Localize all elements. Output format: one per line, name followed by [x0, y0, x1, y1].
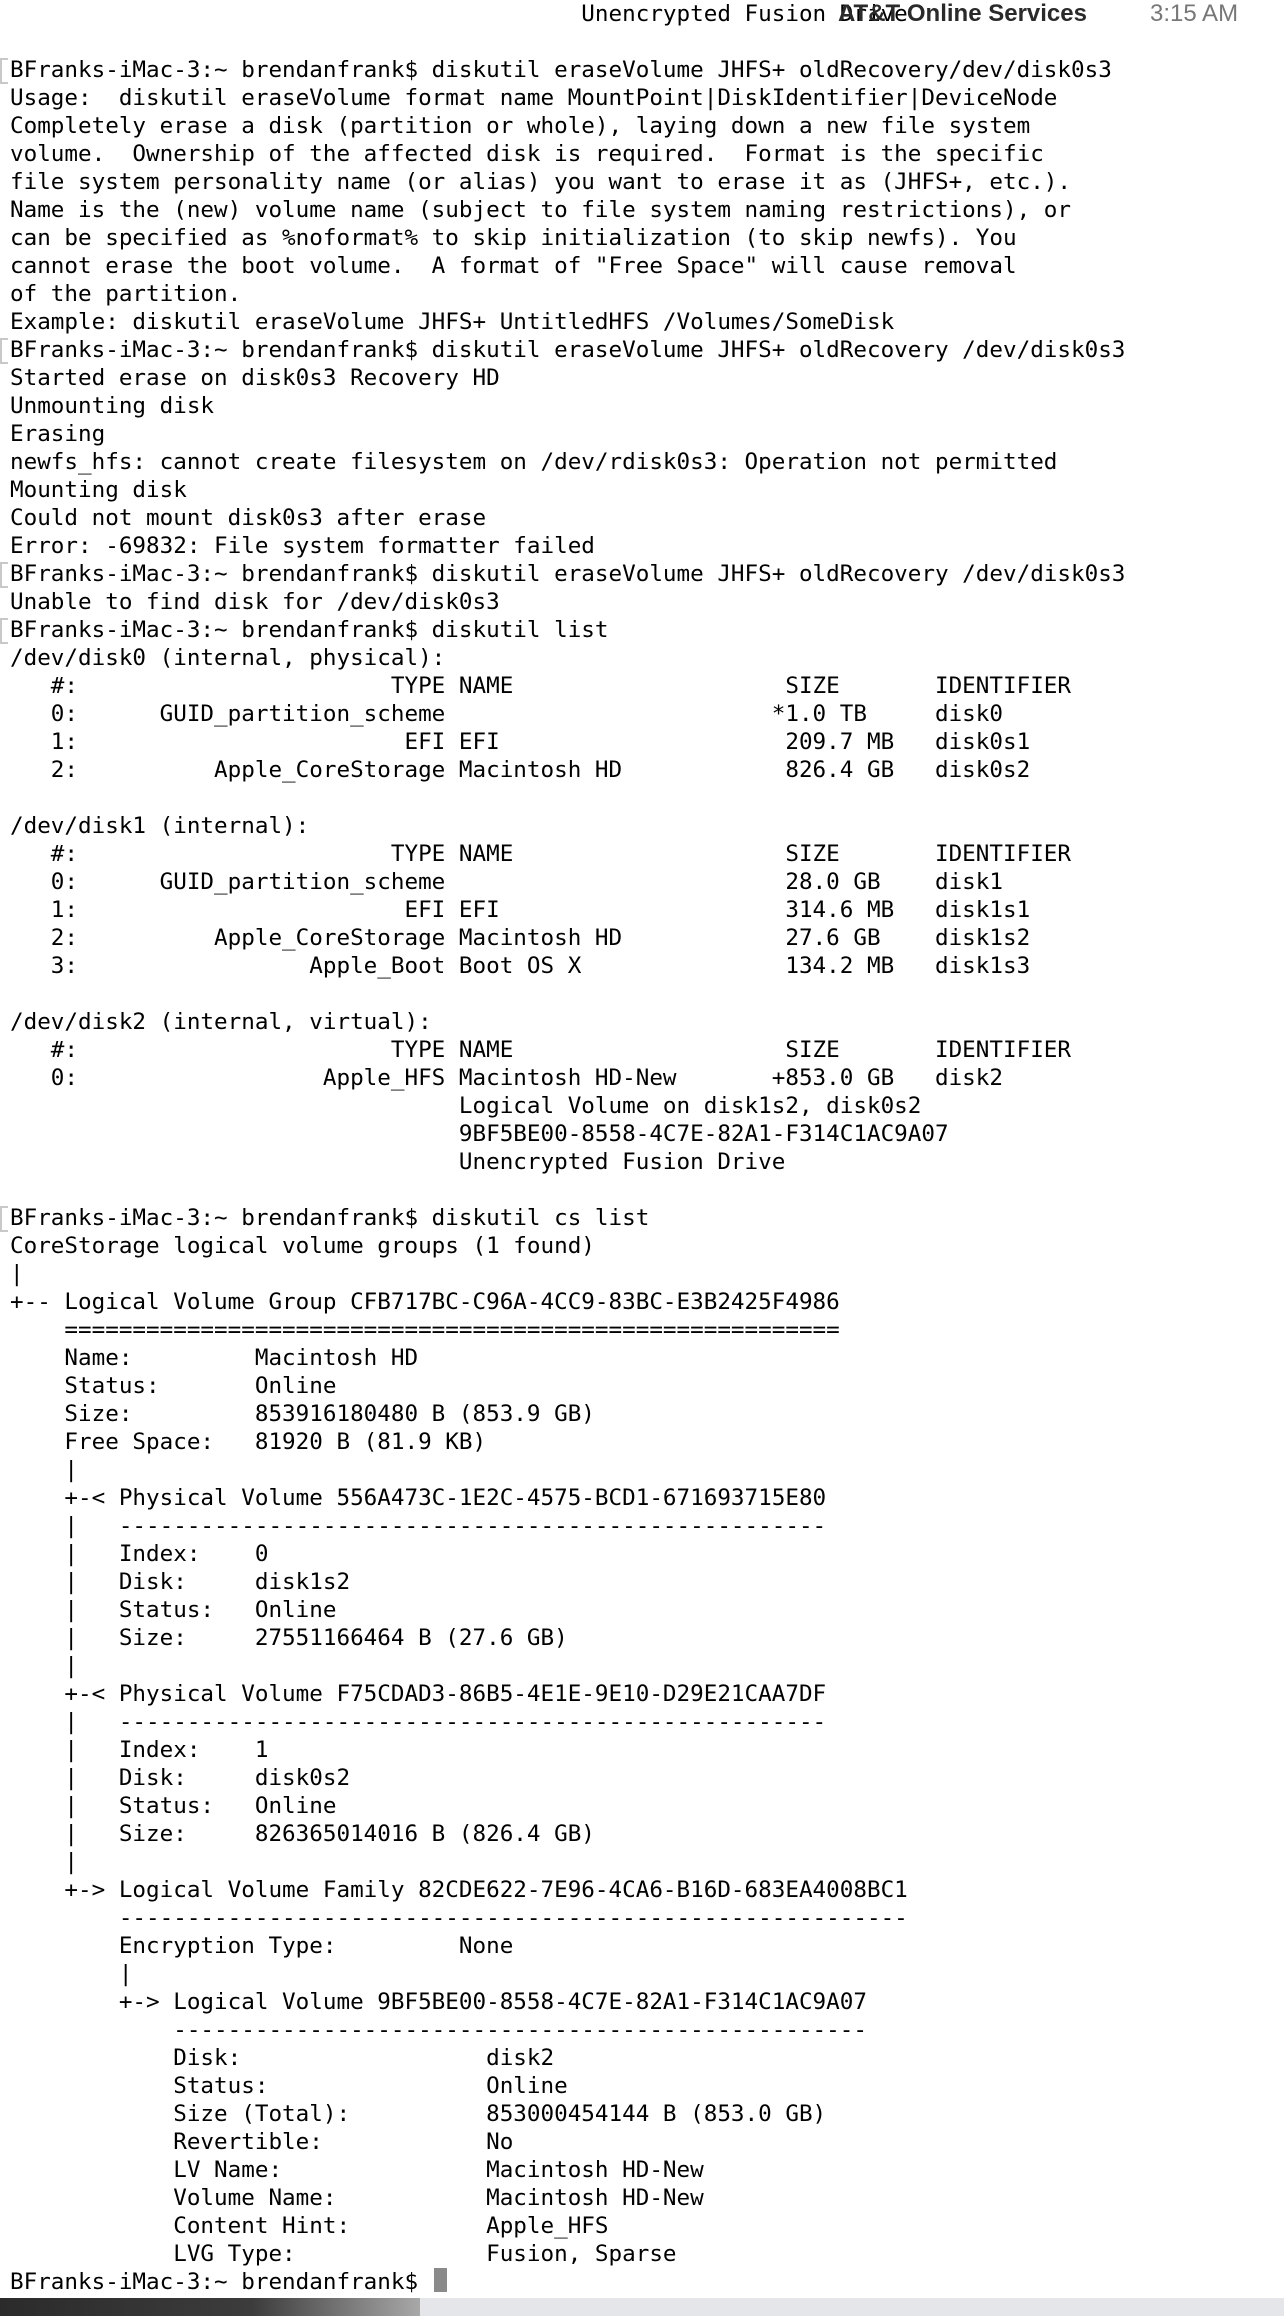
terminal-line: | Index: 0: [10, 1541, 269, 1567]
text-cursor: [434, 2268, 447, 2292]
terminal-line: Unencrypted Fusion Drive: [10, 1, 908, 27]
terminal-line: [10, 784, 1284, 812]
terminal-line: | Size: 27551166464 B (27.6 GB): [10, 1625, 568, 1651]
terminal-line: cannot erase the boot volume. A format of "Free Space" will cause removal: [10, 253, 1017, 279]
terminal-line: Name is the (new) volume name (subject to file system naming restrictions), or: [10, 197, 1072, 223]
terminal-line: +-> Logical Volume 9BF5BE00-8558-4C7E-82A1-F314C1AC9A07: [10, 1989, 867, 2015]
terminal-line: Free Space: 81920 B (81.9 KB): [10, 1429, 487, 1455]
terminal-line: 1: EFI EFI 314.6 MB disk1s1: [10, 897, 1031, 923]
terminal-line: |: [10, 1261, 24, 1287]
selection-marker: [0, 1206, 8, 1232]
terminal-line: | ----------------------------------------------------: [10, 1709, 827, 1735]
terminal-line: BFranks-iMac-3:~ brendanfrank$ diskutil eraseVolume JHFS+ oldRecovery /dev/disk0s3: [10, 561, 1126, 587]
terminal-line: |: [10, 1849, 79, 1875]
selection-marker: [0, 618, 8, 644]
terminal-line: | Size: 826365014016 B (826.4 GB): [10, 1821, 595, 1847]
terminal-line: #: TYPE NAME SIZE IDENTIFIER: [10, 841, 1072, 867]
terminal-line: | ----------------------------------------------------: [10, 1513, 827, 1539]
terminal-line: 9BF5BE00-8558-4C7E-82A1-F314C1AC9A07: [10, 1121, 949, 1147]
terminal-line: BFranks-iMac-3:~ brendanfrank$ diskutil eraseVolume JHFS+ oldRecovery /dev/disk0s3: [10, 337, 1126, 363]
terminal-line: Usage: diskutil eraseVolume format name MountPoint|DiskIdentifier|DeviceNode: [10, 85, 1058, 111]
terminal-line: 1: EFI EFI 209.7 MB disk0s1: [10, 729, 1031, 755]
terminal-line: /dev/disk2 (internal, virtual):: [10, 1009, 432, 1035]
terminal-line: 2: Apple_CoreStorage Macintosh HD 826.4 GB disk0s2: [10, 757, 1031, 783]
terminal-line: file system personality name (or alias) you want to erase it as (JHFS+, etc.).: [10, 169, 1072, 195]
terminal-line: 0: Apple_HFS Macintosh HD-New +853.0 GB disk2: [10, 1065, 1003, 1091]
terminal-line: | Status: Online: [10, 1793, 337, 1819]
dock-edge: [0, 2298, 420, 2316]
terminal-line: BFranks-iMac-3:~ brendanfrank$ diskutil eraseVolume JHFS+ oldRecovery/dev/disk0s3: [10, 57, 1112, 83]
terminal-line: [10, 980, 1284, 1008]
terminal-line: 0: GUID_partition_scheme *1.0 TB disk0: [10, 701, 1003, 727]
terminal-line: Name: Macintosh HD: [10, 1345, 419, 1371]
terminal-line: Example: diskutil eraseVolume JHFS+ UntitledHFS /Volumes/SomeDisk: [10, 309, 895, 335]
terminal-line: Revertible: No: [10, 2129, 514, 2155]
background-window-title: AT&T Online Services: [838, 0, 1087, 27]
terminal-line: |: [10, 1961, 133, 1987]
terminal-line: newfs_hfs: cannot create filesystem on /dev/rdisk0s3: Operation not permitted: [10, 449, 1058, 475]
terminal-line: Unable to find disk for /dev/disk0s3: [10, 589, 500, 615]
terminal-line: Size: 853916180480 B (853.9 GB): [10, 1401, 595, 1427]
terminal-line: Error: -69832: File system formatter failed: [10, 533, 595, 559]
terminal-line: Completely erase a disk (partition or whole), laying down a new file system: [10, 113, 1031, 139]
clock: 3:15 AM: [1150, 0, 1239, 27]
terminal-line: can be specified as %noformat% to skip initialization (to skip newfs). You: [10, 225, 1017, 251]
terminal-line: LVG Type: Fusion, Sparse: [10, 2241, 677, 2267]
terminal-line: | Disk: disk1s2: [10, 1569, 351, 1595]
terminal-line: Volume Name: Macintosh HD-New: [10, 2185, 704, 2211]
terminal-line: Unencrypted Fusion Drive: [10, 1149, 786, 1175]
terminal-line: BFranks-iMac-3:~ brendanfrank$ diskutil list: [10, 617, 609, 643]
terminal-line: volume. Ownership of the affected disk is required. Format is the specific: [10, 141, 1044, 167]
terminal-line: 3: Apple_Boot Boot OS X 134.2 MB disk1s3: [10, 953, 1031, 979]
terminal-line: Status: Online: [10, 1373, 337, 1399]
terminal-line: +-< Physical Volume 556A473C-1E2C-4575-BCD1-671693715E80: [10, 1485, 827, 1511]
terminal-line: /dev/disk1 (internal):: [10, 813, 310, 839]
terminal-line: | Index: 1: [10, 1737, 269, 1763]
terminal-line: ----------------------------------------------------------: [10, 1905, 908, 1931]
selection-marker: [0, 58, 8, 84]
background-window-strip: [0, 2298, 1284, 2316]
terminal-line: 2: Apple_CoreStorage Macintosh HD 27.6 GB disk1s2: [10, 925, 1031, 951]
terminal-line: | Disk: disk0s2: [10, 1765, 351, 1791]
terminal-line: | Status: Online: [10, 1597, 337, 1623]
terminal-line: +-> Logical Volume Family 82CDE622-7E96-4CA6-B16D-683EA4008BC1: [10, 1877, 908, 1903]
terminal-line: #: TYPE NAME SIZE IDENTIFIER: [10, 1037, 1072, 1063]
terminal-line: of the partition.: [10, 281, 242, 307]
terminal-line: /dev/disk0 (internal, physical):: [10, 645, 446, 671]
terminal-line: +-< Physical Volume F75CDAD3-86B5-4E1E-9E10-D29E21CAA7DF: [10, 1681, 827, 1707]
terminal-line: ---------------------------------------------------: [10, 2017, 867, 2043]
terminal-line: BFranks-iMac-3:~ brendanfrank$ diskutil cs list: [10, 1205, 650, 1231]
terminal-line: =========================================================: [10, 1317, 840, 1343]
terminal-line: Mounting disk: [10, 477, 187, 503]
prompt-line[interactable]: [10, 2268, 1284, 2296]
terminal-line: LV Name: Macintosh HD-New: [10, 2157, 704, 2183]
terminal-line: CoreStorage logical volume groups (1 found): [10, 1233, 595, 1259]
terminal-output: [10, 0, 1284, 2296]
terminal-line: Unmounting disk: [10, 393, 215, 419]
terminal-line: Logical Volume on disk1s2, disk0s2: [10, 1093, 922, 1119]
terminal-line: Size (Total): 853000454144 B (853.0 GB): [10, 2101, 827, 2127]
terminal-line: |: [10, 1653, 79, 1679]
terminal-line: |: [10, 1457, 79, 1483]
terminal-line: Encryption Type: None: [10, 1933, 514, 1959]
terminal-line: [10, 28, 1284, 56]
terminal-line: +-- Logical Volume Group CFB717BC-C96A-4CC9-83BC-E3B2425F4986: [10, 1289, 840, 1315]
selection-marker: [0, 562, 8, 588]
terminal-line: [10, 1176, 1284, 1204]
terminal-line: Content Hint: Apple_HFS: [10, 2213, 609, 2239]
terminal-line: Could not mount disk0s3 after erase: [10, 505, 487, 531]
terminal-line: 0: GUID_partition_scheme 28.0 GB disk1: [10, 869, 1003, 895]
terminal-line: Erasing: [10, 421, 106, 447]
terminal-line: Started erase on disk0s3 Recovery HD: [10, 365, 500, 391]
selection-marker: [0, 338, 8, 364]
terminal-line: #: TYPE NAME SIZE IDENTIFIER: [10, 673, 1072, 699]
terminal-line: Status: Online: [10, 2073, 568, 2099]
terminal-line: Disk: disk2: [10, 2045, 555, 2071]
shell-prompt: BFranks-iMac-3:~ brendanfrank$: [10, 2269, 432, 2295]
